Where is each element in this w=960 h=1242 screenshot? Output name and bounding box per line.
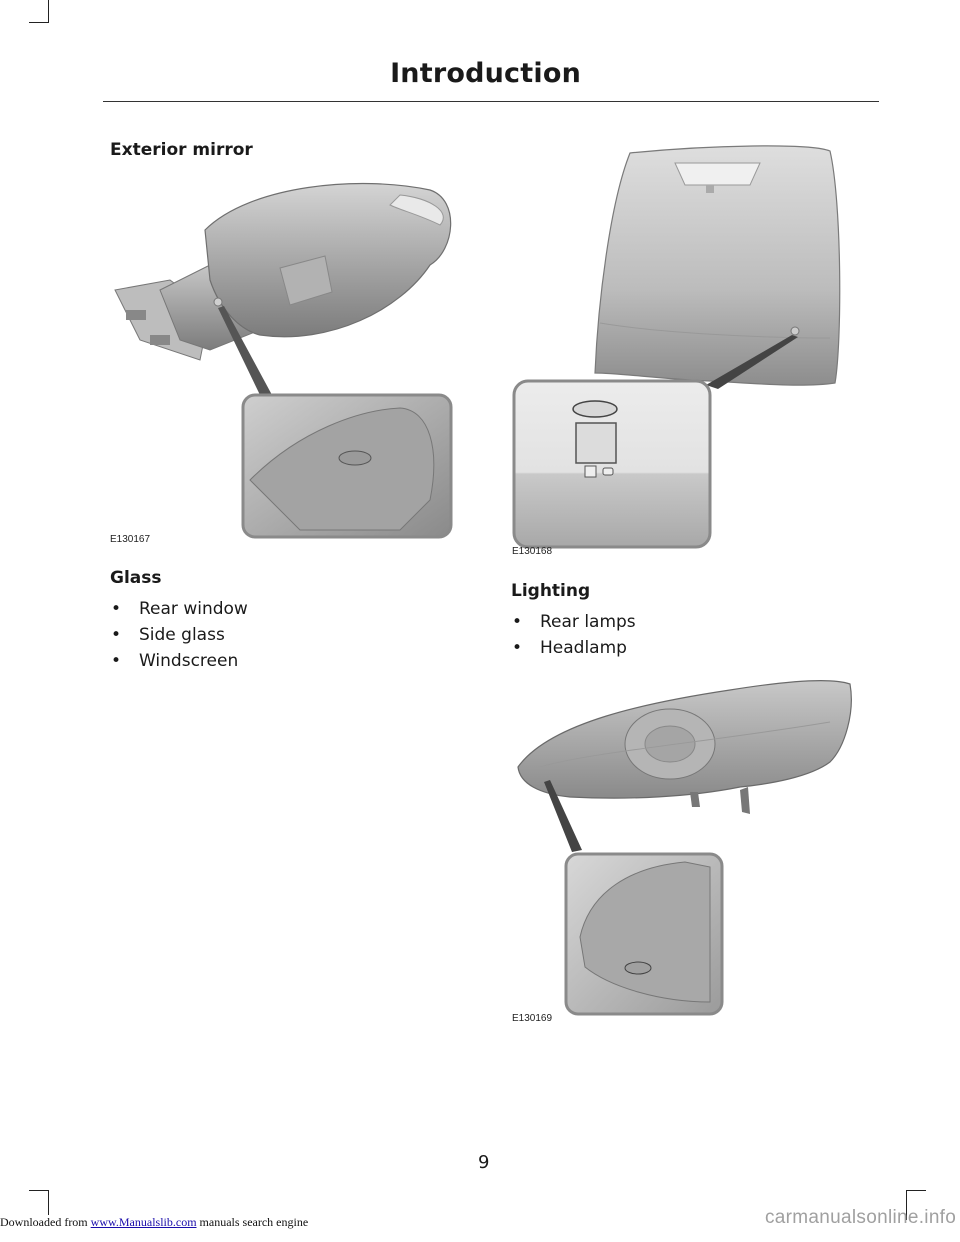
header-rule (103, 101, 879, 102)
list-item: • Side glass (111, 625, 225, 645)
figure-code-windscreen: E130168 (512, 546, 553, 557)
lighting-heading: Lighting (511, 581, 591, 601)
list-item: • Headlamp (512, 638, 627, 658)
figure-code-mirror: E130167 (110, 534, 151, 545)
list-item: • Rear window (111, 599, 248, 619)
glass-heading: Glass (110, 568, 162, 588)
list-item: • Windscreen (111, 651, 239, 671)
crop-mark-top-left-h (29, 22, 49, 23)
windscreen-illustration (510, 143, 850, 548)
crop-mark-bottom-right-h (906, 1190, 926, 1191)
watermark-text: carmanualsonline.info (765, 1207, 957, 1228)
exterior-mirror-heading: Exterior mirror (110, 140, 253, 160)
crop-mark-bottom-left-h (29, 1190, 49, 1191)
page-title: Introduction (390, 58, 581, 89)
headlamp-illustration (510, 672, 860, 1017)
page-number: 9 (478, 1152, 490, 1173)
footer-download-note: Downloaded from www.Manualslib.com manuals search engine (0, 1215, 309, 1229)
exterior-mirror-illustration (100, 170, 460, 540)
figure-code-headlamp: E130169 (512, 1013, 553, 1024)
manualslib-link[interactable]: www.Manualslib.com (90, 1215, 197, 1229)
list-item: • Rear lamps (512, 612, 636, 632)
crop-mark-top-left-v (48, 0, 49, 23)
